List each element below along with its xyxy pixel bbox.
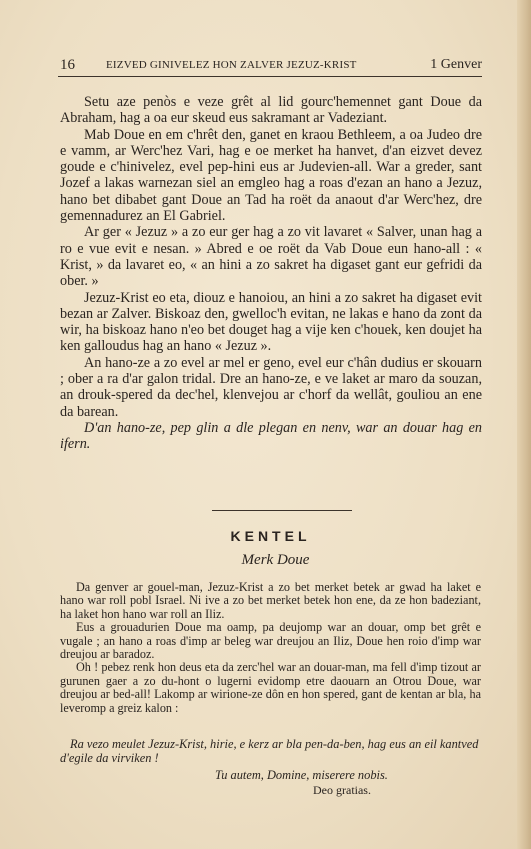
latin-prayer: Tu autem, Domine, miserere nobis. xyxy=(215,768,388,782)
closing-line: Deo gratias. xyxy=(313,783,371,797)
paragraph: Setu aze penòs e veze grêt al lid gourc'hemennet gant Doue da Abraham, hag a oa eur skeud eus sakramant ar Vadeziant. xyxy=(60,94,482,127)
prayer-line: Ra vezo meulet Jezuz-Krist, hirie, e kerz ar bla pen-da-ben, hag eus an eil kantved d'egile da virviken ! xyxy=(60,737,479,765)
paragraph: Jezuz-Krist eo eta, diouz e hanoiou, an hini a zo sakret ha digaset evit bezan ar Zalver. Biskoaz den, gwelloc'h evitan, ne lakas e hano da zont da wir, ha biskoaz hano n'eo bet douget hag a vije ken c'houek, ken doujet ha ken galloudus hag an hano « Jezuz ». xyxy=(60,289,482,355)
running-header xyxy=(58,56,482,76)
paragraph: Mab Doue en em c'hrêt den, ganet en kraou Bethleem, a oa Judeo dre e vamm, ar Werc'hez Vari, hag e oe merket ha hanvet, d'an eizvet devez goude e c'hinivelez, evel pep-hini eus ar Judevien-all. War a greder, sant Jozef a lakas warnezan siel an emgleo hag a roas d'ezan an hano a Jezuz, hano bet dibabet gant Doue an Tad ha roët da anaout d'ar Werc'hez, dre gemennadurez an El Gabriel. xyxy=(60,126,482,225)
lesson-text xyxy=(60,581,481,715)
paragraph-italic: D'an hano-ze, pep glin a dle plegan en nenv, war an douar hag en ifern. xyxy=(60,419,482,453)
section-divider xyxy=(212,510,352,511)
paragraph: An hano-ze a zo evel ar mel er geno, evel eur c'hân dudius er skouarn ; ober a ra d'ar galon tridal. Dre an hano-ze, e ve laket ar maro da souzan, an drouk-spered da dec'hel, klenvejou ar c'horf da wellât, gouliou an ene da barean. xyxy=(60,354,482,420)
running-title: EIZVED GINIVELEZ HON ZALVER JEZUZ-KRIST xyxy=(106,59,357,71)
section-subtitle: Merk Doue xyxy=(241,552,310,568)
section-title: KENTEL xyxy=(230,528,311,544)
page-edge xyxy=(517,0,531,849)
header-rule xyxy=(58,76,482,77)
paragraph: Ar ger « Jezuz » a zo eur ger hag a zo vit lavaret « Salver, unan hag a ro e vue evit e nesan. » Abred e oe roët da Vab Doue eun hano-all : « Krist, » da lavaret eo, « an hini a zo sakret ha digaset gant eur gefridi da ober. » xyxy=(60,224,482,290)
header-date: 1 Genver xyxy=(430,57,482,72)
page-number: 16 xyxy=(60,57,75,73)
paragraph: Da genver ar gouel-man, Jezuz-Krist a zo bet merket betek ar gwad ha laket e hano war roll pobl Israel. Ni ive a zo bet merket betek hon ene, da ze hon badeziant, ha laket hon hano war roll an Iliz. xyxy=(60,580,481,621)
paragraph: Oh ! pebez renk hon deus eta da zerc'hel war an douar-man, ma fell d'imp tizout ar gurunen gaer a zo du-hont o lugerni evidomp etre daouarn an Otrou Doue, war dreujou ar bed-all! Lakomp ar wirione-ze dôn en hon spered, gant de kentan ar bla, ha leveromp a greiz kalon : xyxy=(60,660,481,715)
main-text xyxy=(60,94,482,453)
prayer-text xyxy=(60,737,481,765)
paragraph: Eus a grouadurien Doue ma oamp, pa deujomp war an douar, omp bet grêt e vugale ; an hano a roas d'imp ar beleg war dreujou an Iliz, Doue hen roio d'imp war dreujou ar baradoz. xyxy=(60,620,481,662)
